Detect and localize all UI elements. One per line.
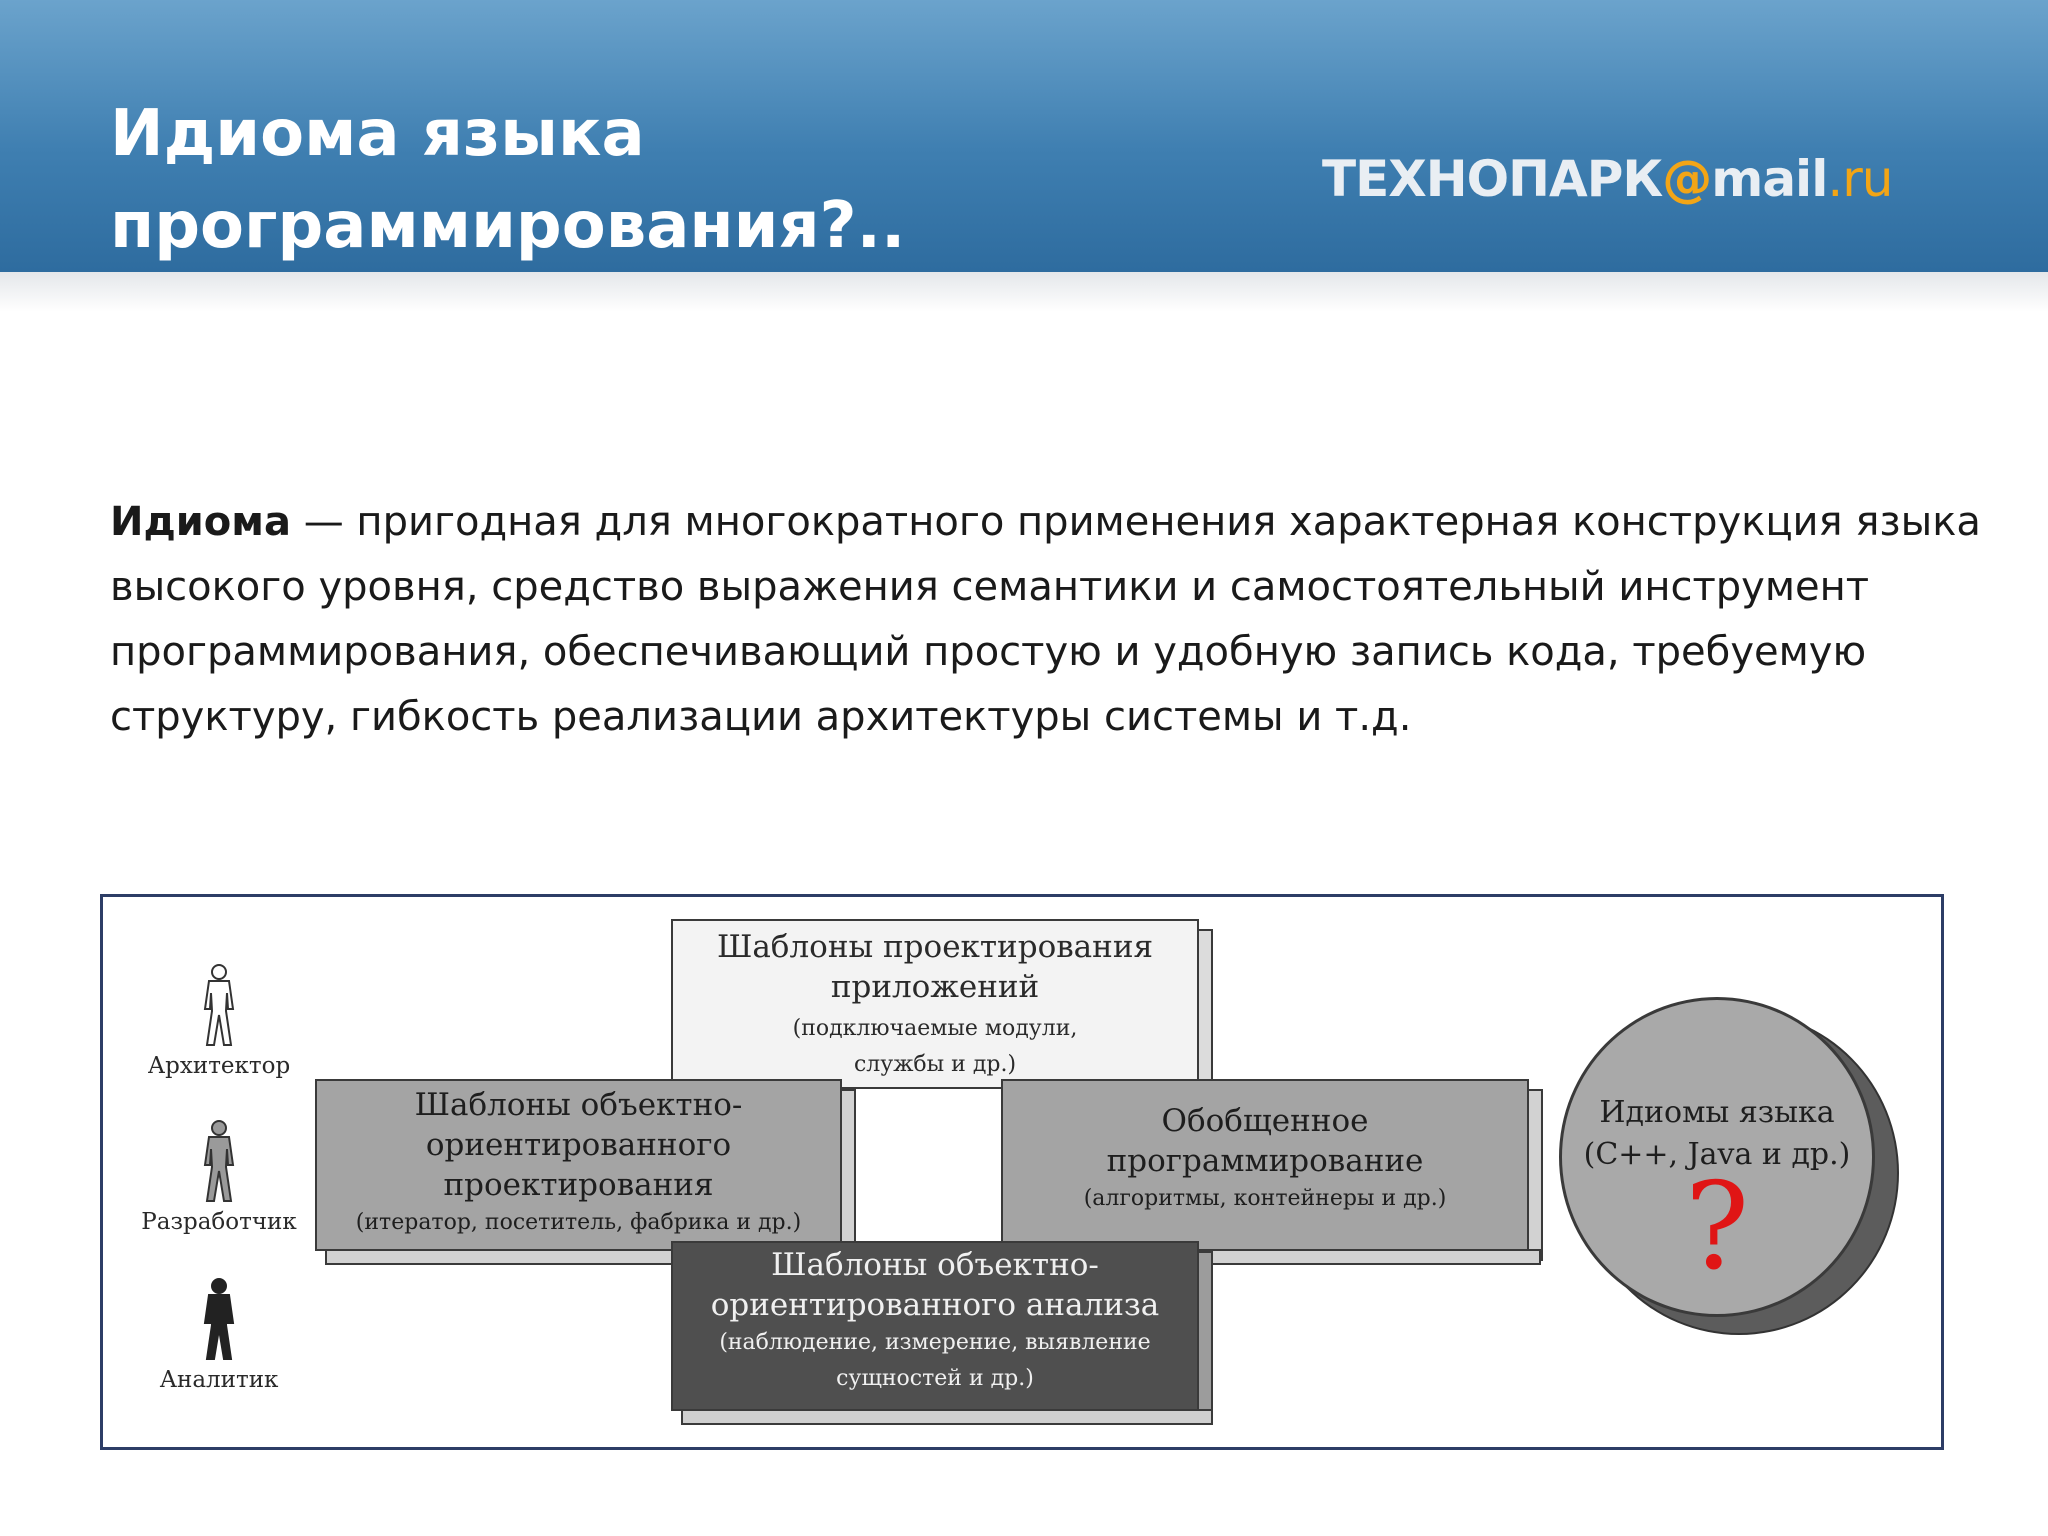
architect-icon	[197, 963, 241, 1047]
role-label-developer: Разработчик	[141, 1209, 297, 1235]
header-shadow	[0, 272, 2048, 312]
definition-term: Идиома	[110, 499, 291, 545]
developer-icon	[197, 1119, 241, 1203]
technopark-mail-logo: ТЕХНОПАРК@mail.ru	[1322, 150, 1893, 208]
role-architect	[134, 963, 304, 1079]
role-analyst	[134, 1277, 304, 1393]
slide-title-line2: программирования?..	[110, 189, 906, 263]
patterns-diagram	[100, 894, 1944, 1450]
ooa-block-side	[1197, 1251, 1213, 1423]
definition-paragraph	[110, 490, 1990, 750]
slide-title-line1: Идиома языка	[110, 97, 645, 171]
question-mark-icon: ?	[1684, 1158, 1750, 1297]
definition-text: — пригодная для многократного применения характерная конструкция языка высокого уровня, средство выражения семантики и самостоятельный инструмент программирования, обеспечивающий простую и удобную запись кода, требуемую структуру, гибкость реализации архитектуры системы и т.д.	[110, 499, 1981, 740]
application-block-side	[1197, 929, 1213, 1091]
language-idioms-circle: Идиомы языка (C++, Java и др.) ?	[1559, 997, 1875, 1317]
application-patterns-block: Шаблоны проектирования приложений (подключаемые модули, службы и др.)	[671, 919, 1199, 1089]
ood-block-side	[840, 1089, 856, 1261]
ooa-patterns-block: Шаблоны объектно- ориентированного анализа (наблюдение, измерение, выявление сущностей и др.)	[671, 1241, 1199, 1411]
role-label-architect: Архитектор	[147, 1053, 291, 1079]
role-label-analyst: Аналитик	[159, 1367, 279, 1393]
ooa-block-bottom	[681, 1409, 1213, 1425]
analyst-icon	[197, 1277, 241, 1361]
slide-title	[110, 88, 1210, 272]
role-developer	[134, 1119, 304, 1235]
generic-programming-block: Обобщенное программирование (алгоритмы, контейнеры и др.)	[1001, 1079, 1529, 1251]
ood-patterns-block: Шаблоны объектно- ориентированного проектирования (итератор, посетитель, фабрика и др.)	[315, 1079, 842, 1251]
generic-block-side	[1527, 1089, 1543, 1261]
